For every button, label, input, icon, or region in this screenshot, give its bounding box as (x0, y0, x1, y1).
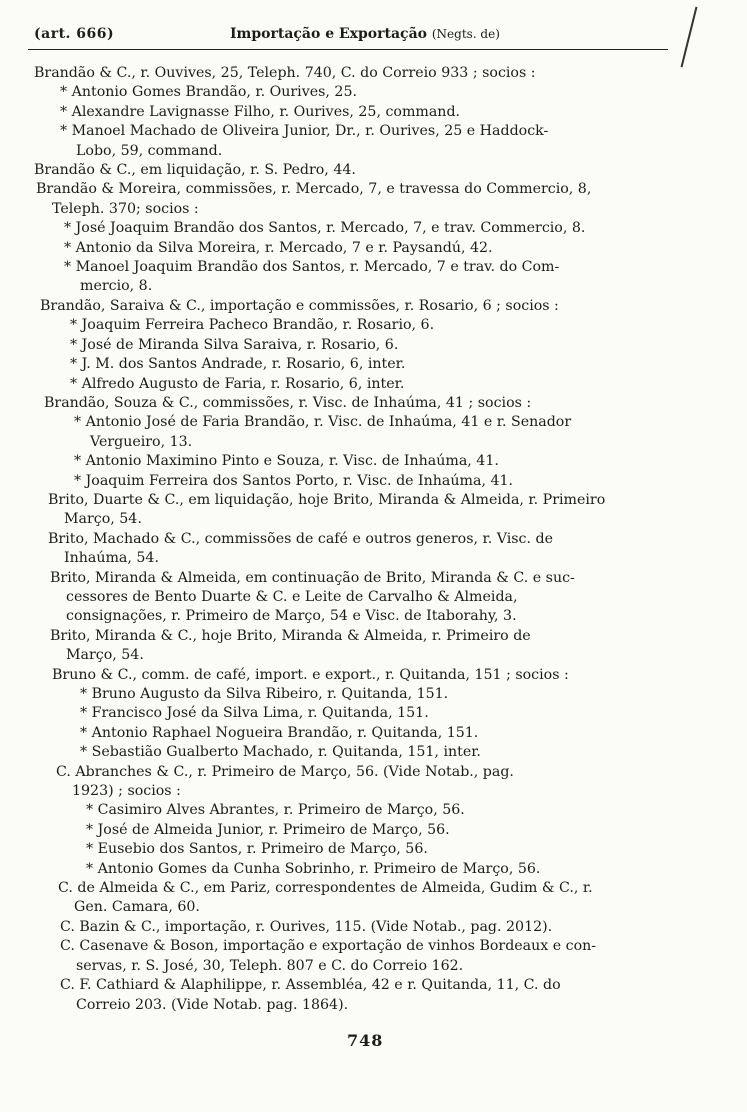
entry-line: * Antonio Gomes Brandão, r. Ourives, 25. (60, 84, 357, 101)
entry-line: * Alexandre Lavignasse Filho, r. Ourives, 25, command. (60, 103, 461, 120)
directory-entry (0, 840, 747, 859)
entry-continuation-line: Vergueiro, 13. (90, 433, 193, 450)
entry-line: * José de Miranda Silva Saraiva, r. Rosario, 6. (70, 336, 399, 353)
directory-entry (0, 937, 747, 976)
entry-line: C. F. Cathiard & Alaphilippe, r. Assembléa, 42 e r. Quitanda, 11, C. do (60, 977, 561, 994)
entry-line: * Joaquim Ferreira dos Santos Porto, r. Visc. de Inhaúma, 41. (74, 472, 514, 489)
directory-entry (0, 83, 747, 102)
entry-line: Brito, Miranda & Almeida, em continuação de Brito, Miranda & C. e suc- (50, 569, 575, 586)
entry-line: Brandão & C., r. Ouvives, 25, Teleph. 740, C. do Correio 933 ; socios : (34, 65, 536, 81)
entry-continuation-line: Março, 54. (64, 511, 142, 528)
directory-entry (0, 685, 747, 704)
entry-continuation-line: servas, r. S. José, 30, Teleph. 807 e C. do Correio 162. (76, 957, 464, 974)
entry-line: * Antonio Raphael Nogueira Brandão, r. Quitanda, 151. (80, 724, 479, 741)
page-title (230, 24, 500, 44)
directory-entry (0, 180, 747, 219)
directory-entry (0, 491, 747, 530)
entry-continuation-line: Março, 54. (66, 647, 144, 664)
title-text: Importação e Exportação (230, 26, 427, 42)
entry-line: * Francisco José da Silva Lima, r. Quitanda, 151. (80, 705, 429, 722)
entry-line: * Antonio Gomes da Cunha Sobrinho, r. Primeiro de Março, 56. (86, 860, 541, 877)
entry-line: * Alfredo Augusto de Faria, r. Rosario, 6, inter. (70, 375, 405, 392)
entry-continuation-line: Teleph. 370; socios : (52, 200, 199, 217)
directory-entry (0, 724, 747, 743)
directory-entry (0, 763, 747, 802)
header-rule (28, 49, 668, 50)
directory-entry (0, 375, 747, 394)
entry-line: * Eusebio dos Santos, r. Primeiro de Março, 56. (86, 841, 428, 858)
article-number: (art. 666) (34, 26, 115, 42)
directory-entry (0, 569, 747, 627)
directory-entry (0, 472, 747, 491)
entry-line: * Sebastião Gualberto Machado, r. Quitanda, 151, inter. (80, 744, 481, 761)
entry-line: * José de Almeida Junior, r. Primeiro de Março, 56. (86, 821, 450, 838)
directory-entry (0, 860, 747, 879)
entry-line: Brandão & Moreira, commissões, r. Mercado, 7, e travessa do Commercio, 8, (36, 181, 592, 198)
directory-entry (0, 879, 747, 918)
entry-continuation-line: 1923) ; socios : (72, 783, 181, 800)
directory-entry (0, 530, 747, 569)
entry-line: Brito, Duarte & C., em liquidação, hoje Brito, Miranda & Almeida, r. Primeiro (48, 491, 606, 508)
entry-continuation-line: cessores de Bento Duarte & C. e Leite de Carvalho & Almeida, (66, 588, 518, 605)
directory-entry (0, 704, 747, 723)
directory-entry (0, 316, 747, 335)
directory-entry (0, 918, 747, 937)
directory-entry (0, 103, 747, 122)
directory-entry (0, 743, 747, 762)
entry-line: Brandão, Saraiva & C., importação e commissões, r. Rosario, 6 ; socios : (40, 297, 559, 314)
directory-entry (0, 161, 747, 180)
directory-entry (0, 821, 747, 840)
directory-entry (0, 122, 747, 161)
entry-line: C. Abranches & C., r. Primeiro de Março, 56. (Vide Notab., pag. (56, 763, 514, 780)
entry-line: * José Joaquim Brandão dos Santos, r. Mercado, 7, e trav. Commercio, 8. (64, 220, 586, 237)
directory-entry (0, 239, 747, 258)
page-number: 748 (347, 1031, 384, 1050)
page-header (34, 24, 674, 46)
directory-entry (0, 394, 747, 413)
directory-entry (0, 976, 747, 1015)
entry-line: C. Bazin & C., importação, r. Ourives, 115. (Vide Notab., pag. 2012). (60, 918, 553, 935)
entry-continuation-line: Lobo, 59, command. (76, 142, 223, 159)
directory-entry (0, 336, 747, 355)
directory-entry (0, 452, 747, 471)
entry-line: Brito, Miranda & C., hoje Brito, Miranda & Almeida, r. Primeiro de (50, 627, 531, 644)
entry-line: * Casimiro Alves Abrantes, r. Primeiro de Março, 56. (86, 802, 465, 819)
entry-line: * Manoel Machado de Oliveira Junior, Dr., r. Ourives, 25 e Haddock- (60, 123, 549, 140)
page-subtitle: (Negts. de) (431, 27, 500, 41)
directory-entry (0, 627, 747, 666)
entry-line: Brito, Machado & C., commissões de café e outros generos, r. Visc. de (48, 530, 553, 547)
entry-line: * Joaquim Ferreira Pacheco Brandão, r. Rosario, 6. (70, 317, 435, 334)
entry-line: * Manoel Joaquim Brandão dos Santos, r. Mercado, 7 e trav. do Com- (64, 259, 560, 276)
entry-continuation-line: mercio, 8. (80, 278, 153, 295)
directory-entry (0, 219, 747, 238)
entry-line: Brandão & C., em liquidação, r. S. Pedro, 44. (34, 162, 356, 179)
entry-continuation-line: Gen. Camara, 60. (74, 899, 200, 916)
directory-entry (0, 413, 747, 452)
entry-line: Brandão, Souza & C., commissões, r. Visc. de Inhaúma, 41 ; socios : (44, 394, 532, 411)
directory-listing (0, 64, 747, 1015)
directory-entry (0, 666, 747, 685)
entry-line: * Antonio da Silva Moreira, r. Mercado, 7 e r. Paysandú, 42. (64, 239, 493, 256)
directory-entry (0, 355, 747, 374)
entry-line: C. de Almeida & C., em Pariz, correspondentes de Almeida, Gudim & C., r. (58, 880, 593, 897)
directory-entry (0, 64, 747, 83)
directory-entry (0, 297, 747, 316)
entry-continuation-line: Correio 203. (Vide Notab. pag. 1864). (76, 996, 349, 1013)
margin-pen-mark (681, 7, 698, 68)
directory-entry (0, 258, 747, 297)
entry-line: * Antonio José de Faria Brandão, r. Visc. de Inhaúma, 41 e r. Senador (74, 414, 572, 431)
directory-entry (0, 801, 747, 820)
entry-line: * Antonio Maximino Pinto e Souza, r. Visc. de Inhaúma, 41. (74, 453, 499, 470)
entry-line: Bruno & C., comm. de café, import. e export., r. Quitanda, 151 ; socios : (52, 666, 569, 683)
entry-line: C. Casenave & Boson, importação e exportação de vinhos Bordeaux e con- (60, 938, 597, 955)
entry-line: * J. M. dos Santos Andrade, r. Rosario, 6, inter. (70, 356, 406, 373)
entry-line: * Bruno Augusto da Silva Ribeiro, r. Quitanda, 151. (80, 686, 449, 702)
entry-continuation-line: consignações, r. Primeiro de Março, 54 e Visc. de Itaborahy, 3. (66, 608, 517, 625)
entry-continuation-line: Inhaúma, 54. (64, 550, 159, 567)
